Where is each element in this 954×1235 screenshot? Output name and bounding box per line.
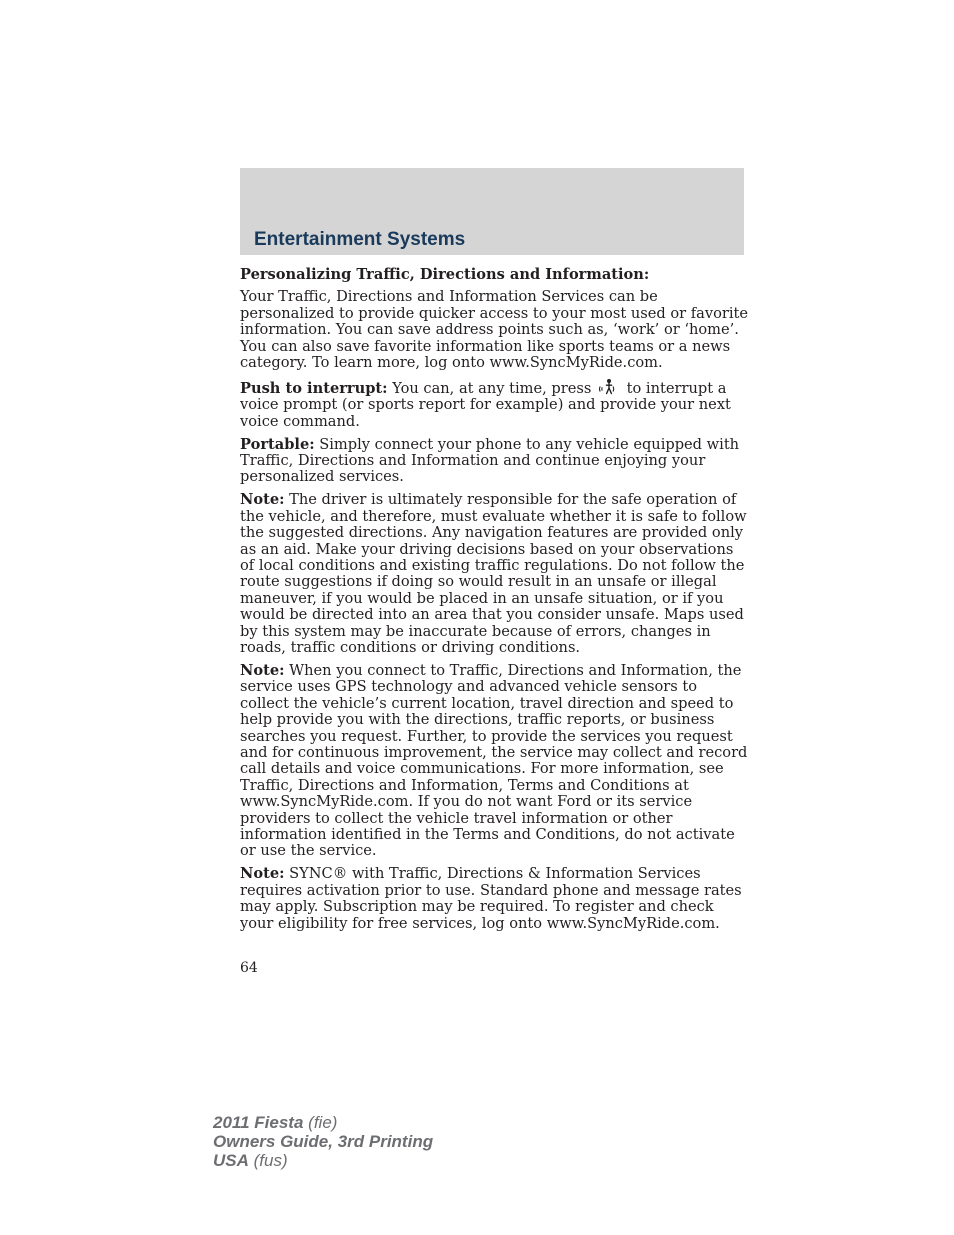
note-label: Note: [240, 661, 285, 679]
footer-region-line [213, 1151, 433, 1170]
push-to-interrupt-text-before: You can, at any time, press [392, 379, 592, 397]
push-to-interrupt-text-after: to interrupt a voice prompt (or sports report for example) and provide your next voice command. [240, 379, 731, 430]
footer-model-code: (fie) [308, 1113, 338, 1132]
intro-paragraph: Your Traffic, Directions and Information Services can be personalized to provide quicker access to your most used or favorite information. You can save address points such as, ‘work’ or ‘home’. You can also save favorite information like sports teams or a news category. To learn more, log onto www.SyncMyRide.com. [240, 288, 749, 372]
footer-guide: Owners Guide, 3rd Printing [213, 1132, 434, 1151]
note-paragraph-activation [240, 866, 748, 932]
push-to-interrupt-label: Push to interrupt: [240, 379, 388, 397]
footer-guide-line [213, 1132, 433, 1151]
note-label: Note: [240, 491, 285, 509]
section-title: Entertainment Systems [254, 229, 466, 250]
push-to-interrupt-paragraph [240, 378, 748, 430]
note-paragraph-privacy [240, 663, 748, 860]
page-content [240, 267, 748, 938]
note-paragraph-safety [240, 492, 748, 656]
footer-region-code: (fus) [253, 1151, 288, 1170]
page-number: 64 [240, 960, 258, 976]
portable-paragraph [240, 437, 748, 486]
footer-region: USA [213, 1151, 249, 1170]
document-footer [213, 1113, 433, 1170]
footer-model-line [213, 1113, 433, 1132]
note-label: Note: [240, 865, 285, 883]
section-heading: Personalizing Traffic, Directions and Information: [240, 266, 650, 283]
portable-text: Simply connect your phone to any vehicle equipped with Traffic, Directions and Information and continue enjoying your personalized services. [240, 435, 740, 486]
voice-button-icon [598, 378, 616, 395]
section-header-band [240, 168, 744, 255]
note-text: The driver is ultimately responsible for the safe operation of the vehicle, and therefore, must evaluate whether it is safe to follow the suggested directions. Any navigation features are provided only as an aid. Make your driving decisions based on your observations of local conditions and existing traffic regulations. Do not follow the route suggestions if doing so would result in an unsafe or illegal maneuver, if you would be placed in an unsafe situation, or if you would be directed into an area that you consider unsafe. Maps used by this system may be inaccurate because of errors, changes in roads, traffic conditions or driving conditions. [240, 491, 747, 657]
portable-label: Portable: [240, 435, 315, 453]
note-text: When you connect to Traffic, Directions and Information, the service uses GPS technology and advanced vehicle sensors to collect the vehicle’s current location, travel direction and speed to help provide you with the directions, traffic reports, or business searches you request. Further, to provide the services you request and for continuous improvement, the service may collect and record call details and voice communications. For more information, see Traffic, Directions and Information, Terms and Conditions at www.SyncMyRide.com. If you do not want Ford or its service providers to collect the vehicle travel information or other information identified in the Terms and Conditions, do not activate or use the service. [240, 661, 748, 860]
note-text: SYNC® with Traffic, Directions & Information Services requires activation prior to use. Standard phone and message rates may apply. Subscription may be required. To register and check your eligibility for free services, log onto www.SyncMyRide.com. [240, 865, 742, 932]
footer-model: 2011 Fiesta [213, 1113, 304, 1132]
